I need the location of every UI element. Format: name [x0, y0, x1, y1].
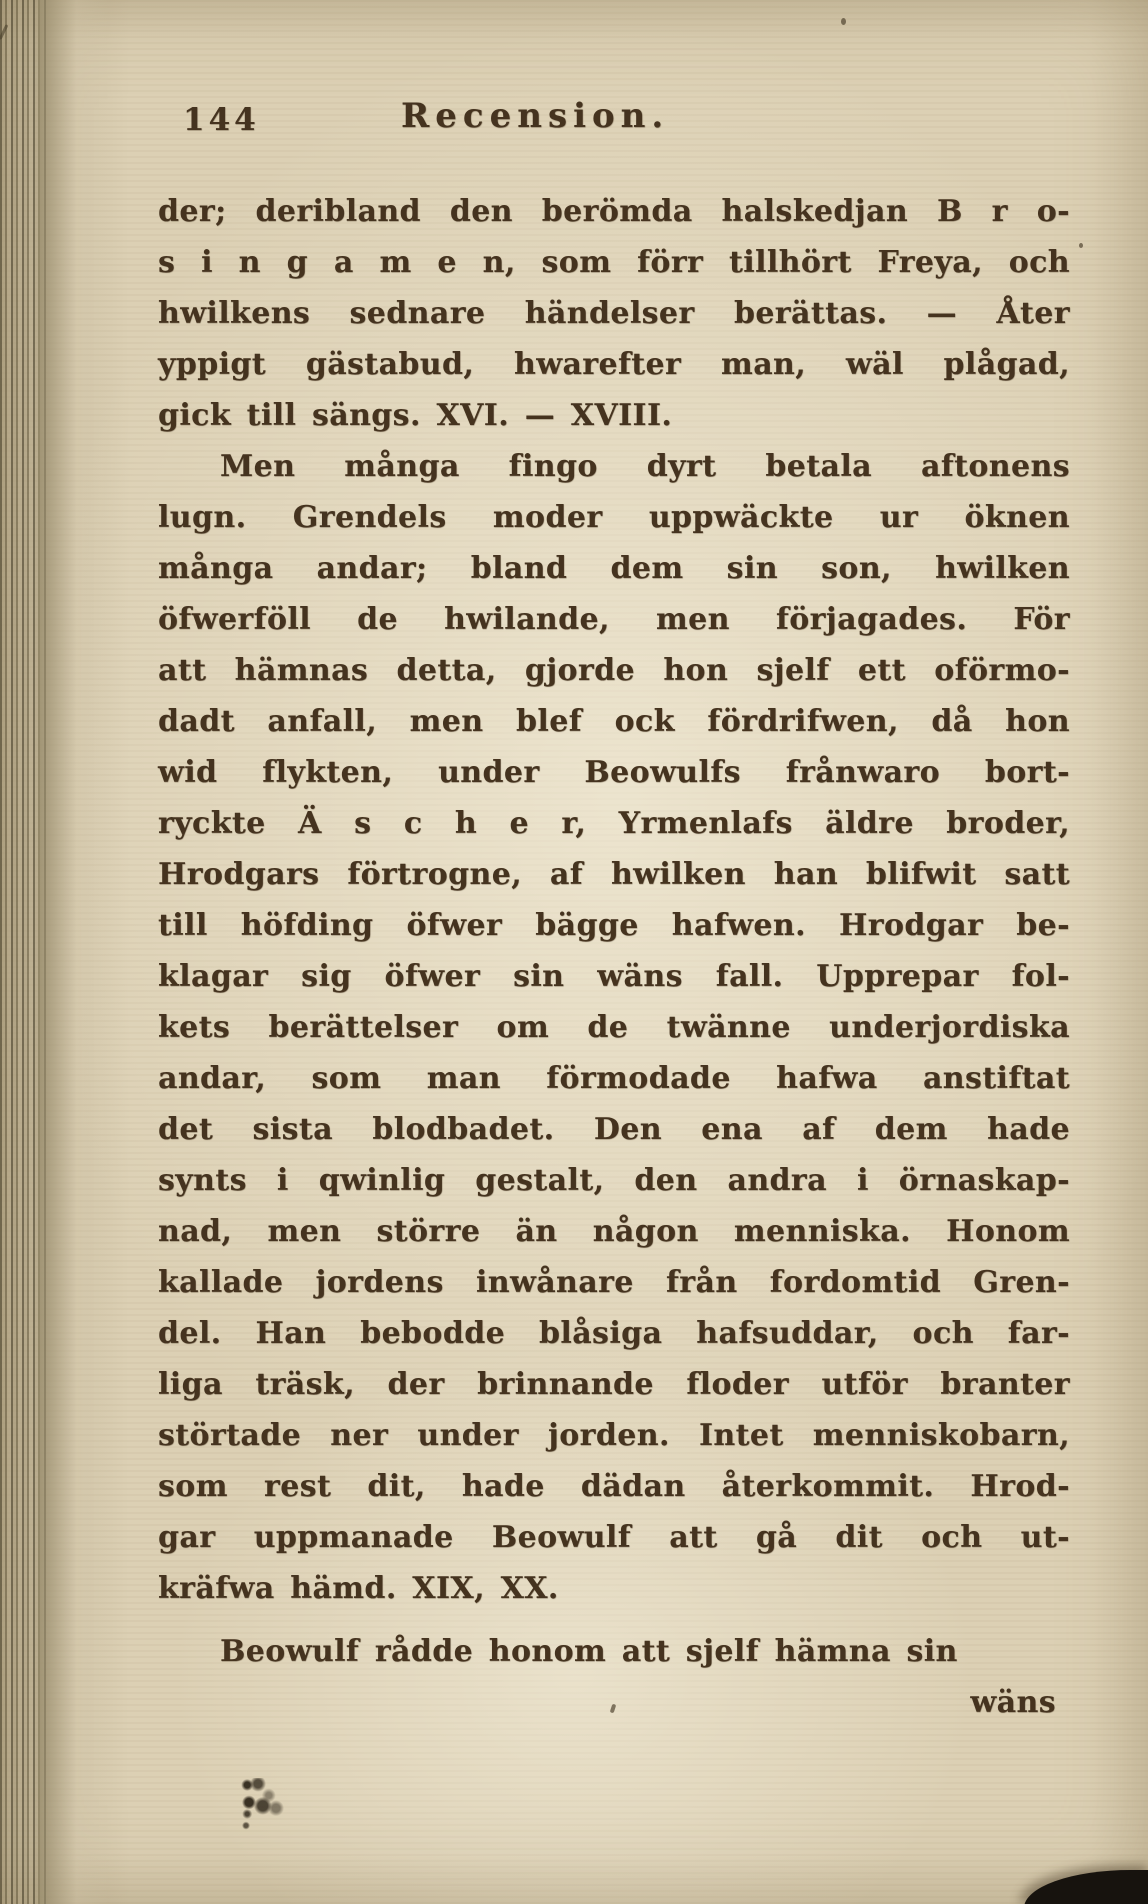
text-line: ryckte Ä s c h e r, Yrmenlafs äldre broder,	[158, 806, 1070, 841]
text-line: öfwerföll de hwilande, men förjagades. För	[158, 602, 1070, 637]
text-block	[158, 186, 1070, 1728]
running-title: Recension.	[401, 96, 670, 136]
text-line: gick till sängs. XVI. — XVIII.	[158, 398, 673, 433]
text-line: att hämnas detta, gjorde hon sjelf ett oförmo-	[158, 653, 1070, 688]
paper-speck	[841, 18, 846, 25]
text-line: Hrodgars förtrogne, af hwilken han blifwit satt	[158, 857, 1070, 892]
text-line: till höfding öfwer bägge hafwen. Hrodgar be-	[158, 908, 1070, 943]
text-line: hwilkens sednare händelser berättas. — Åter	[158, 296, 1070, 331]
text-line: yppigt gästabud, hwarefter man, wäl plågad,	[158, 347, 1070, 382]
paper-speck	[1079, 243, 1083, 248]
text-line: som rest dit, hade dädan återkommit. Hrod-	[158, 1469, 1070, 1504]
text-line: del. Han bebodde blåsiga hafsuddar, och far-	[158, 1316, 1070, 1351]
text-line: der; deribland den berömda halskedjan B r o-	[158, 194, 1070, 229]
text-line: liga träsk, der brinnande floder utför branter	[158, 1367, 1070, 1402]
ink-smudge	[240, 1778, 300, 1836]
text-line: gar uppmanade Beowulf att gå dit och ut-	[158, 1520, 1070, 1555]
catchword: wäns	[970, 1685, 1056, 1720]
text-line: s i n g a m e n, som förr tillhört Freya, och	[158, 245, 1070, 280]
text-line: synts i qwinlig gestalt, den andra i örnaskap-	[158, 1163, 1070, 1198]
book-gutter-fade	[38, 0, 108, 1904]
text-line: kets berättelser om de twänne underjordiska	[158, 1010, 1070, 1045]
text-line: nad, men större än någon menniska. Honom	[158, 1214, 1070, 1249]
text-line: Men många fingo dyrt betala aftonens	[220, 449, 1070, 484]
text-line: klagar sig öfwer sin wäns fall. Upprepar fol-	[158, 959, 1070, 994]
page-number: 144	[183, 102, 260, 138]
text-line: wid flykten, under Beowulfs frånwaro bort-	[158, 755, 1070, 790]
text-line: kräfwa hämd. XIX, XX.	[158, 1571, 559, 1606]
text-line: störtade ner under jorden. Intet menniskobarn,	[158, 1418, 1070, 1453]
text-line: kallade jordens inwånare från fordomtid Gren-	[158, 1265, 1070, 1300]
page-corner-shadow	[1024, 1870, 1148, 1904]
text-line: Beowulf rådde honom att sjelf hämna sin	[220, 1634, 958, 1669]
text-line: många andar; bland dem sin son, hwilken	[158, 551, 1070, 586]
text-line: dadt anfall, men blef ock fördrifwen, då hon	[158, 704, 1070, 739]
text-line: det sista blodbadet. Den ena af dem hade	[158, 1112, 1070, 1147]
text-line: lugn. Grendels moder uppwäckte ur öknen	[158, 500, 1070, 535]
text-line: andar, som man förmodade hafwa anstiftat	[158, 1061, 1070, 1096]
